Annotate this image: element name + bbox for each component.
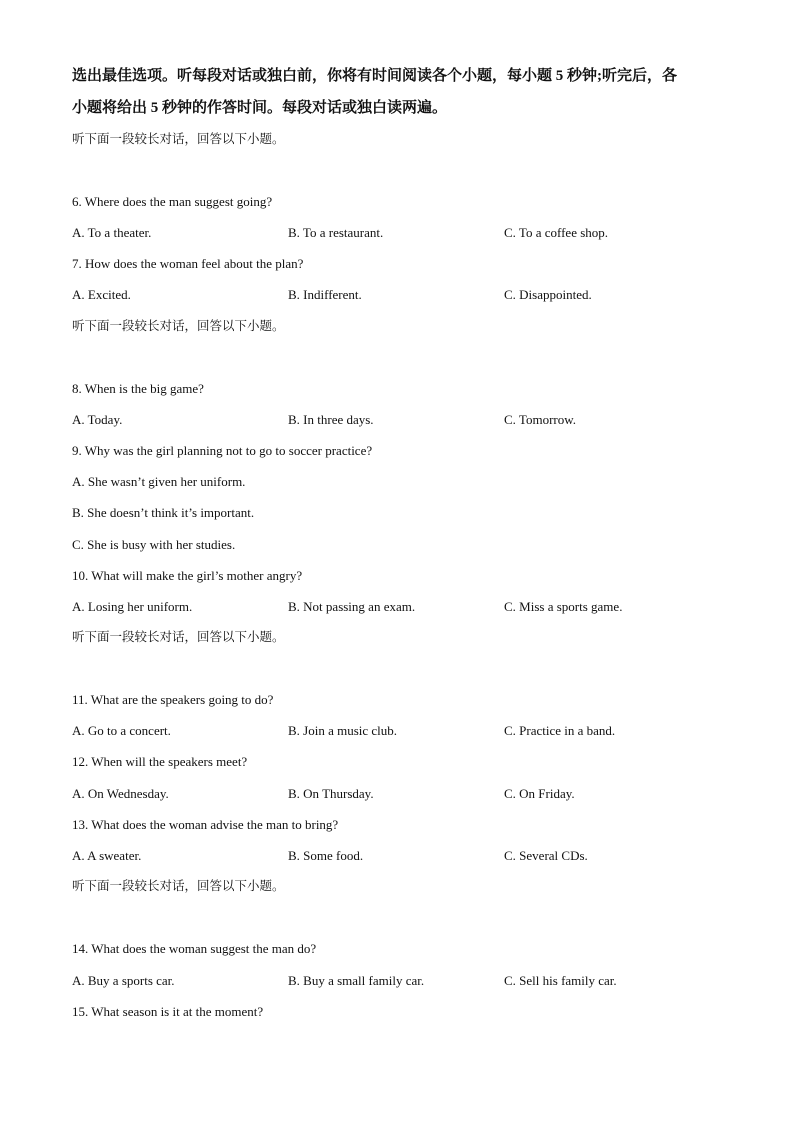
question-11-option-a: A. Go to a concert. xyxy=(72,723,171,738)
question-9-option-a: A. She wasn’t given her uniform. xyxy=(72,474,246,489)
question-10-option-c: C. Miss a sports game. xyxy=(504,599,623,614)
question-7-option-c: C. Disappointed. xyxy=(504,287,592,302)
question-10-stem: 10. What will make the girl’s mother angry? xyxy=(72,568,303,583)
question-15-stem: 15. What season is it at the moment? xyxy=(72,1004,264,1019)
question-7-option-a: A. Excited. xyxy=(72,287,131,302)
question-14-stem: 14. What does the woman suggest the man do? xyxy=(72,941,317,956)
question-14-option-c: C. Sell his family car. xyxy=(504,973,617,988)
section-note: 听下面一段较长对话，回答以下小题。 xyxy=(72,879,285,893)
question-9-option-c: C. She is busy with her studies. xyxy=(72,537,236,552)
question-12-option-c: C. On Friday. xyxy=(504,786,575,801)
question-8-option-c: C. Tomorrow. xyxy=(504,412,577,427)
question-8-option-a: A. Today. xyxy=(72,412,123,427)
question-11-option-b: B. Join a music club. xyxy=(288,723,398,738)
section-note: 听下面一段较长对话，回答以下小题。 xyxy=(72,132,285,146)
question-9-option-b: B. She doesn’t think it’s important. xyxy=(72,505,255,520)
section-note: 听下面一段较长对话，回答以下小题。 xyxy=(72,319,285,333)
question-13-option-c: C. Several CDs. xyxy=(504,848,588,863)
instructions-line-2: 小题将给出 5 秒钟的作答时间。每段对话或独白读两遍。 xyxy=(72,100,448,116)
question-13-stem: 13. What does the woman advise the man to bring? xyxy=(72,817,339,832)
question-12-option-a: A. On Wednesday. xyxy=(72,786,169,801)
question-14-option-a: A. Buy a sports car. xyxy=(72,973,175,988)
question-6-option-b: B. To a restaurant. xyxy=(288,225,384,240)
question-6-stem: 6. Where does the man suggest going? xyxy=(72,194,273,209)
question-14-option-b: B. Buy a small family car. xyxy=(288,973,425,988)
question-6-option-a: A. To a theater. xyxy=(72,225,152,240)
question-6-option-c: C. To a coffee shop. xyxy=(504,225,609,240)
question-12-stem: 12. When will the speakers meet? xyxy=(72,754,248,769)
question-9-stem: 9. Why was the girl planning not to go to soccer practice? xyxy=(72,443,373,458)
question-10-option-a: A. Losing her uniform. xyxy=(72,599,193,614)
question-10-option-b: B. Not passing an exam. xyxy=(288,599,416,614)
question-8-stem: 8. When is the big game? xyxy=(72,381,204,396)
question-12-option-b: B. On Thursday. xyxy=(288,786,374,801)
question-13-option-b: B. Some food. xyxy=(288,848,364,863)
question-11-stem: 11. What are the speakers going to do? xyxy=(72,692,274,707)
section-note: 听下面一段较长对话，回答以下小题。 xyxy=(72,630,285,644)
instructions-line-1: 选出最佳选项。听每段对话或独白前，你将有时间阅读各个小题，每小题 5 秒钟;听完后，各 xyxy=(72,68,677,84)
question-7-stem: 7. How does the woman feel about the plan? xyxy=(72,256,304,271)
question-8-option-b: B. In three days. xyxy=(288,412,374,427)
question-13-option-a: A. A sweater. xyxy=(72,848,142,863)
question-11-option-c: C. Practice in a band. xyxy=(504,723,616,738)
question-7-option-b: B. Indifferent. xyxy=(288,287,362,302)
